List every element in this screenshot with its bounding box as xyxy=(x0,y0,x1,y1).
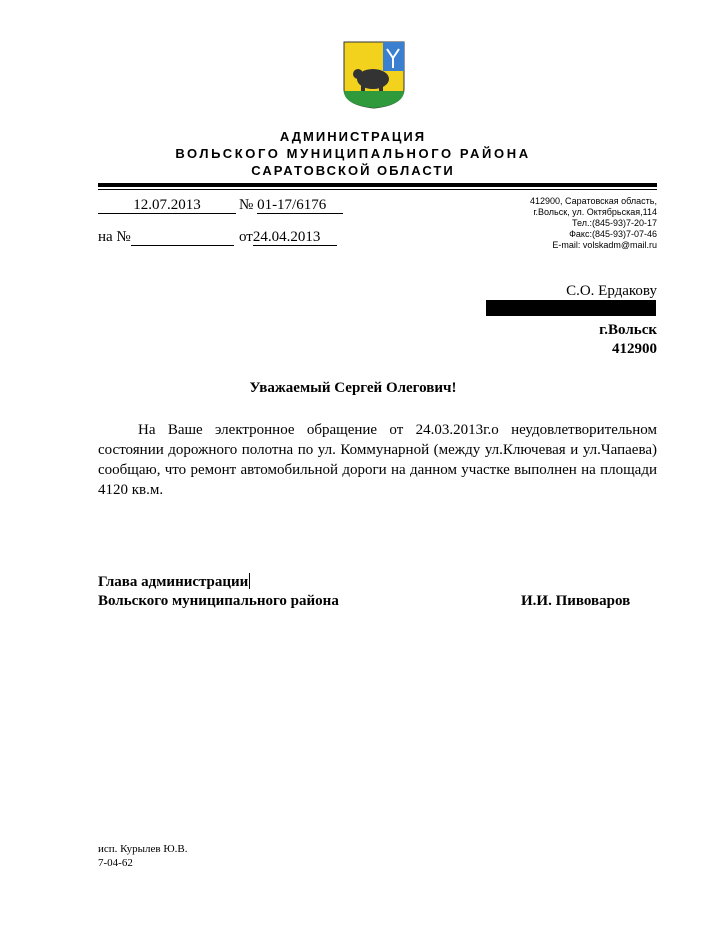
signature-title-line2: Вольского муниципального района xyxy=(98,593,339,609)
header-rule-thick xyxy=(98,183,657,187)
address-line: г.Вольск, ул. Октябрьская,114 xyxy=(533,207,657,217)
ref-date-field xyxy=(239,229,337,246)
org-title-line3: САРАТОВСКОЙ ОБЛАСТИ xyxy=(251,163,455,178)
ref-number xyxy=(131,229,234,246)
address-line: 412900, Саратовская область, xyxy=(530,196,657,206)
executor-block xyxy=(98,842,188,870)
redaction-bar xyxy=(486,300,656,316)
signature-name: И.И. Пивоваров xyxy=(521,593,631,609)
recipient-name: С.О. Ердакову xyxy=(566,283,657,299)
ref-number-label: на № xyxy=(98,229,131,245)
reg-number-label: № xyxy=(239,197,254,213)
executor-name: исп. Курылев Ю.В. xyxy=(98,843,188,855)
ref-number-field xyxy=(98,229,234,246)
greeting: Уважаемый Сергей Олегович! xyxy=(249,380,457,396)
ref-date: 24.04.2013 xyxy=(253,229,337,246)
recipient-zip: 412900 xyxy=(612,341,657,357)
reg-date: 12.07.2013 xyxy=(98,197,236,214)
reg-date-field xyxy=(98,197,236,214)
header-rule-thin xyxy=(98,189,657,190)
email-line: E-mail: volskadm@mail.ru xyxy=(552,240,657,250)
ref-date-label: от xyxy=(239,229,253,245)
address-block xyxy=(530,196,657,251)
phone-line: Тел.:(845-93)7-20-17 xyxy=(572,218,657,228)
org-title-line2: ВОЛЬСКОГО МУНИЦИПАЛЬНОГО РАЙОНА xyxy=(175,146,531,161)
letter-body xyxy=(98,420,657,500)
reg-number-field xyxy=(239,197,343,214)
letter-paragraph: На Ваше электронное обращение от 24.03.2013г.о неудовлетворительном состоянии дорожного полотна по ул. Коммунарной (между ул.Ключевая и ул.Чапаева) сообщаю, что ремонт автомобильной дороги на данном участке выполнен на площади 4120 кв.м. xyxy=(98,422,657,498)
org-title-line1: АДМИНИСТРАЦИЯ xyxy=(279,129,427,144)
reg-number: 01-17/6176 xyxy=(257,197,343,214)
signature-title-line1 xyxy=(98,573,250,591)
signature-title1-text: Глава администрации xyxy=(98,574,249,590)
recipient-city: г.Вольск xyxy=(599,322,657,338)
fax-line: Факс:(845-93)7-07-46 xyxy=(569,229,657,239)
executor-phone: 7-04-62 xyxy=(98,857,133,869)
text-cursor xyxy=(249,573,250,589)
coat-of-arms-icon xyxy=(343,41,405,109)
